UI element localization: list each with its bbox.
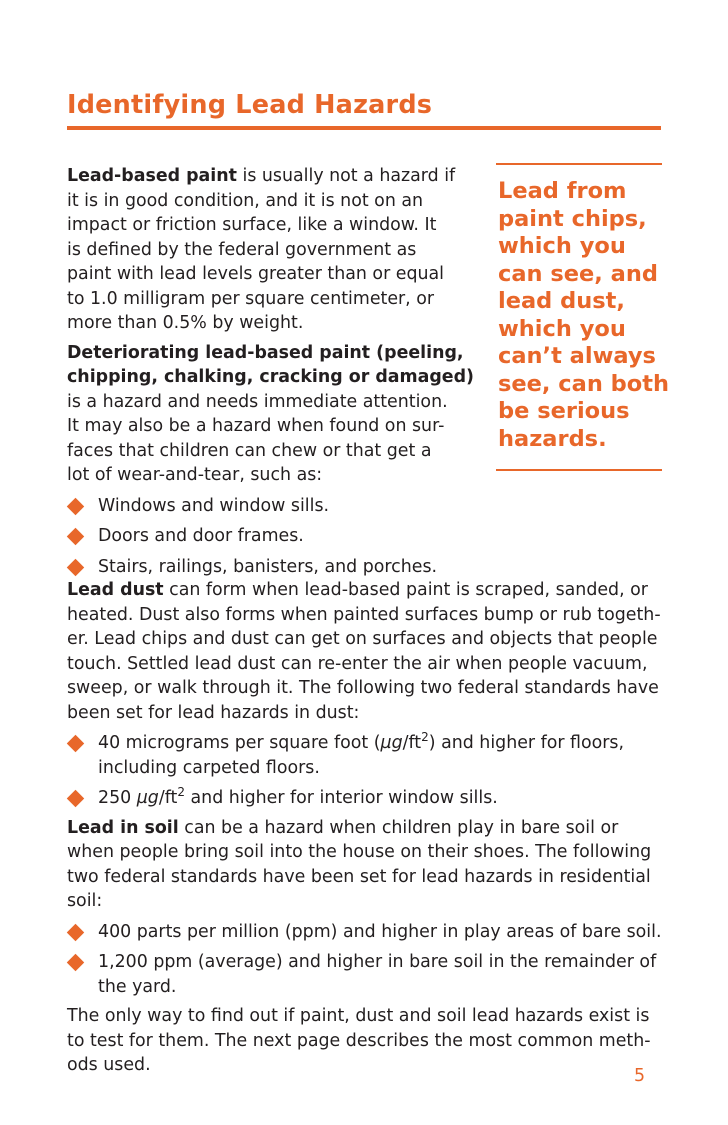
pull-quote-line: which you — [498, 233, 626, 259]
lead-dust-paragraph — [67, 578, 683, 725]
list-item — [67, 950, 683, 999]
text-line: to test for them. The next page describes the most common meth- — [67, 1030, 651, 1051]
text-line: Deteriorating lead-based paint (peeling, — [67, 342, 464, 363]
deteriorating-term — [67, 343, 474, 388]
pull-quote-line: hazards. — [498, 425, 607, 452]
list-item-text: ) and higher for floors, — [428, 733, 625, 753]
unit-exponent: 2 — [421, 730, 429, 744]
pull-quote-line: can’t always — [498, 343, 656, 369]
text-line: it is in good condition, and it is not on an — [67, 190, 424, 211]
pull-quote-line: can see, and — [498, 260, 658, 287]
unit-exponent: 2 — [177, 785, 185, 799]
list-item-text: Stairs, railings, banisters, and porches. — [98, 556, 438, 577]
list-item-text: the yard. — [98, 976, 177, 997]
text-line: It may also be a hazard when found on sur- — [67, 416, 445, 436]
diamond-bullet-icon — [67, 923, 84, 940]
diamond-bullet-icon — [67, 790, 84, 807]
list-item-text: and higher for interior window sills. — [184, 788, 498, 808]
list-item-text: 40 micrograms per square foot ( — [98, 733, 381, 753]
text-line: is a hazard and needs immediate attention. — [67, 391, 448, 412]
text-line: touch. Settled lead dust can re-enter the air when people vacuum, — [67, 653, 648, 674]
text-line: lot of wear-and-tear, such as: — [67, 465, 323, 485]
unit-text: /ft — [158, 788, 178, 808]
list-item-text: Windows and window sills. — [98, 495, 330, 516]
pull-quote-line: see, can both — [498, 370, 670, 397]
list-item — [67, 555, 462, 580]
pull-quote-line: which you — [498, 315, 626, 342]
text-line: The only way to find out if paint, dust and soil lead hazards exist is — [67, 1006, 650, 1026]
text-line: ods used. — [67, 1055, 151, 1075]
list-item — [67, 920, 683, 945]
text-line: faces that children can chew or that get a — [67, 440, 432, 461]
diamond-bullet-icon — [67, 954, 84, 971]
text-line: is usually not a hazard if — [236, 166, 456, 186]
diamond-bullet-icon — [67, 528, 84, 545]
text-line: impact or friction surface, like a window. It — [67, 215, 437, 235]
text-line: er. Lead chips and dust can get on surfaces and objects that people — [67, 629, 658, 649]
list-item-text: including carpeted floors. — [98, 757, 320, 778]
pull-quote-bottom-rule — [496, 469, 662, 471]
text-line: to 1.0 milligram per square centimeter, or — [67, 288, 435, 309]
closing-paragraph — [67, 1004, 683, 1078]
left-column — [67, 164, 474, 579]
unit-text: /ft — [402, 733, 422, 753]
lead-soil-term: Lead in soil — [67, 817, 179, 838]
pull-quote-line: paint chips, — [498, 205, 647, 232]
page-number: 5 — [634, 1066, 646, 1086]
list-item — [67, 494, 462, 519]
list-item-text: 400 parts per million (ppm) and higher in play areas of bare soil. — [98, 921, 662, 942]
text-line: paint with lead levels greater than or equal — [67, 264, 444, 284]
list-item — [67, 786, 683, 811]
lead-dust-term: Lead dust — [67, 580, 164, 600]
pull-quote-text — [498, 178, 670, 453]
text-line: more than 0.5% by weight. — [67, 313, 304, 333]
pull-quote-top-rule — [496, 163, 662, 165]
text-line: sweep, or walk through it. The following two federal standards have — [67, 678, 659, 698]
text-line: chipping, chalking, cracking or damaged) — [67, 367, 474, 387]
lead-paint-term: Lead-based paint — [67, 166, 237, 186]
title-rule — [67, 126, 661, 130]
text-line: can form when lead-based paint is scraped, sanded, or — [163, 580, 648, 600]
diamond-bullet-icon — [67, 558, 84, 575]
list-item — [67, 524, 462, 549]
full-width-section — [67, 578, 683, 1078]
text-line: two federal standards have been set for lead hazards in residential — [67, 866, 651, 887]
text-line: can be a hazard when children play in bare soil or — [178, 817, 619, 838]
diamond-bullet-icon — [67, 497, 84, 514]
diamond-bullet-icon — [67, 735, 84, 752]
deteriorating-paragraph — [67, 341, 474, 488]
list-item-text: Doors and door frames. — [98, 526, 304, 546]
lead-paint-paragraph — [67, 164, 462, 336]
pull-quote — [496, 163, 670, 471]
text-line: is defined by the federal government as — [67, 239, 417, 260]
unit-symbol: µg — [136, 788, 159, 808]
list-item-text: 250 — [98, 788, 137, 808]
lead-soil-paragraph — [67, 816, 683, 914]
page-title: Identifying Lead Hazards — [67, 90, 433, 120]
pull-quote-line: Lead from — [498, 178, 627, 204]
text-line: when people bring soil into the house on their shoes. The following — [67, 842, 652, 862]
text-line: been set for lead hazards in dust: — [67, 702, 360, 723]
text-line: soil: — [67, 891, 103, 911]
text-line: heated. Dust also forms when painted surfaces bump or rub togeth- — [67, 604, 661, 625]
unit-symbol: µg — [380, 733, 403, 753]
pull-quote-line: be serious — [498, 398, 630, 424]
list-item — [67, 731, 683, 780]
pull-quote-line: lead dust, — [498, 288, 625, 314]
list-item-text: 1,200 ppm (average) and higher in bare soil in the remainder of — [98, 952, 657, 972]
